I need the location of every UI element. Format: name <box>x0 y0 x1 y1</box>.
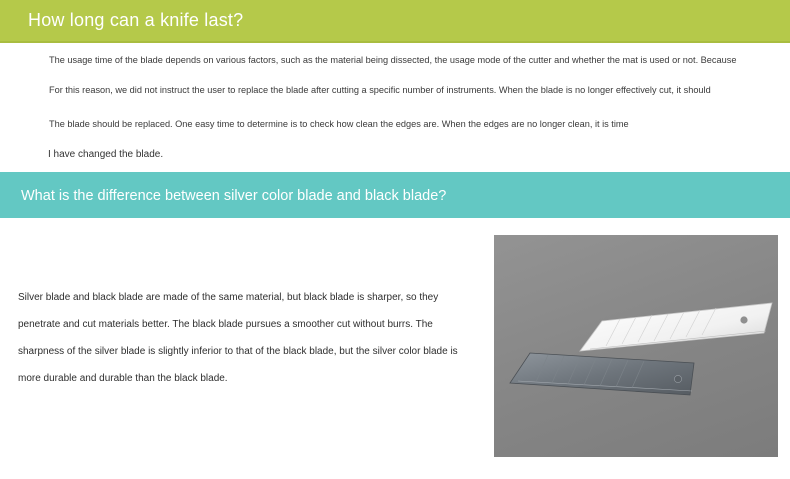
paragraph-replace: The blade should be replaced. One easy time to determine is to check how clean the edges are. When the edges are no longer clean, it is time <box>49 119 629 129</box>
paragraph-usage-time: The usage time of the blade depends on various factors, such as the material being dissected, the usage mode of the cutter and whether the mat is used or not. Because <box>49 55 737 65</box>
black-blade-shape <box>510 353 694 395</box>
blades-illustration <box>494 235 778 457</box>
header-banner <box>0 0 790 43</box>
silver-blade-shape <box>580 303 772 351</box>
section-banner-blade-difference <box>0 172 790 218</box>
paragraph-changed: I have changed the blade. <box>48 149 164 160</box>
blades-photo <box>494 235 778 457</box>
section-title-blade-difference: What is the difference between silver color blade and black blade? <box>21 188 447 204</box>
section-title-knife-life: How long can a knife last? <box>28 10 244 30</box>
blade-difference-text: Silver blade and black blade are made of the same material, but black blade is sharper, so they penetrate and cut materials better. The black blade pursues a smoother cut without burrs. The sharpness of the silver blade is slightly inferior to that of the black blade, but the silver color blade is more durable and durable than the black blade. <box>18 292 458 384</box>
paragraph-reason: For this reason, we did not instruct the user to replace the blade after cutting a specific number of instruments. When the blade is no longer effectively cut, it should <box>49 85 711 95</box>
